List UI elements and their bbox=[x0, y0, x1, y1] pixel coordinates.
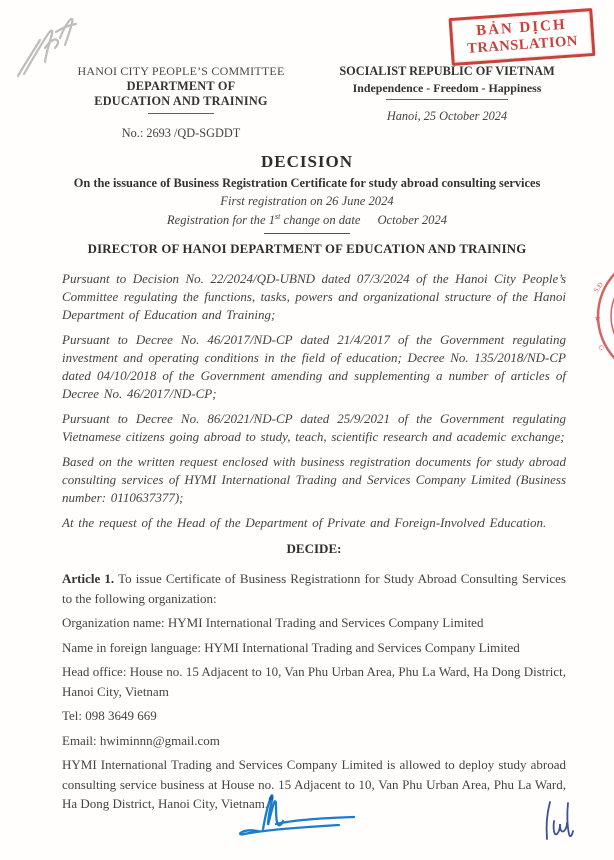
head-office-line: Head office: House no. 15 Adjacent to 10, Van Phu Urban Area, Phu La Ward, Ha Dong District, Hanoi City, Vietnam bbox=[62, 664, 566, 699]
article-1-text: To issue Certificate of Business Registrationn for Study Abroad Consulting Services to the following organization: bbox=[62, 571, 566, 606]
pencil-scribble-icon bbox=[4, 10, 84, 90]
svg-text:★: ★ bbox=[594, 314, 602, 323]
article-1-intro bbox=[62, 569, 566, 608]
department-name-line1: DEPARTMENT OF bbox=[126, 79, 236, 93]
translation-stamp bbox=[449, 8, 596, 66]
title-block bbox=[0, 152, 614, 257]
issuing-authority-block bbox=[56, 64, 306, 141]
recital-paragraph: Pursuant to Decree No. 86/2021/ND-CP dated 25/9/2021 of the Government regulating Vietnamese citizens going abroad to study, teach, scientific research and academic exchange; bbox=[62, 411, 566, 445]
stamp-line-vietnamese: BẢN DỊCH bbox=[475, 16, 568, 40]
department-name-line2: EDUCATION AND TRAINING bbox=[94, 94, 268, 108]
recital-paragraph: Based on the written request enclosed with business registration documents for study abroad consulting services of HYMI International Trading and Services Company Limited (Business number: 0110637377); bbox=[62, 454, 566, 506]
national-motto: Independence - Freedom - Happiness bbox=[352, 81, 542, 95]
foreign-name-line: Name in foreign language: HYMI International Trading and Services Company Limited bbox=[62, 639, 520, 655]
permission-paragraph: HYMI International Trading and Services Company Limited is allowed to deploy study abroad consulting service business at House no. 15 Adjacent to 10, Van Phu Urban Area, Phu La Ward, Ha Dong District, Hanoi City, Vietnam. bbox=[62, 757, 566, 812]
svg-text:G: G bbox=[596, 343, 606, 353]
change-registration-suffix: change on date bbox=[280, 213, 361, 228]
paraph-initial-icon bbox=[540, 797, 576, 845]
article-1-label: Article 1. bbox=[62, 571, 115, 587]
email-line: Email: hwiminnn@gmail.com bbox=[62, 732, 220, 748]
recital-paragraph: Pursuant to Decree No. 46/2017/ND-CP dated 21/4/2017 of the Government regulating investment and operating conditions in the field of education; Decree No. 135/2018/ND-CP dated 04/10/2018 of the Government amending and supplementing a number of articles of Decree No. 46/2017/ND-CP; bbox=[62, 332, 566, 402]
ordinal-superscript: st bbox=[275, 212, 281, 221]
organization-name-line: Organization name: HYMI International Trading and Services Company Limited bbox=[62, 615, 484, 631]
title-divider bbox=[264, 233, 350, 234]
change-registration-date: October 2024 bbox=[377, 213, 448, 228]
recital-paragraph: Pursuant to Decision No. 22/2024/QD-UBND dated 07/3/2024 of the Hanoi City People’s Committee regulating the functions, tasks, powers and organizational structure of the Hanoi Department of Education and Training; bbox=[62, 271, 566, 323]
decision-number: No.: 2693 /QD-SGDDT bbox=[121, 126, 241, 140]
change-registration-line bbox=[0, 212, 614, 228]
change-registration-prefix: Registration for the 1 bbox=[166, 213, 276, 228]
decision-subject: On the issuance of Business Registration Certificate for study abroad consulting services bbox=[73, 176, 541, 190]
director-signature-icon bbox=[234, 792, 366, 838]
tel-line: Tel: 098 3649 669 bbox=[62, 708, 157, 724]
svg-text:S.Đ: S.Đ bbox=[592, 280, 605, 295]
decide-heading: DECIDE: bbox=[286, 541, 342, 557]
decision-title: DECISION bbox=[260, 152, 354, 171]
stamp-line-english: TRANSLATION bbox=[466, 33, 579, 57]
header-right-divider bbox=[386, 99, 508, 100]
republic-name: SOCIALIST REPUBLIC OF VIETNAM bbox=[339, 64, 555, 78]
document-body bbox=[62, 270, 566, 814]
national-header-block bbox=[318, 64, 576, 141]
first-registration-line: First registration on 26 June 2024 bbox=[220, 194, 394, 208]
place-and-date: Hanoi, 25 October 2024 bbox=[386, 109, 508, 123]
recital-paragraph: At the request of the Head of the Department of Private and Foreign-Involved Education. bbox=[62, 515, 547, 531]
header-left-divider bbox=[148, 113, 214, 114]
round-seal-icon bbox=[582, 252, 614, 384]
committee-name: HANOI CITY PEOPLE’S COMMITTEE bbox=[77, 64, 285, 78]
director-heading: DIRECTOR OF HANOI DEPARTMENT OF EDUCATION AND TRAINING bbox=[87, 242, 527, 257]
